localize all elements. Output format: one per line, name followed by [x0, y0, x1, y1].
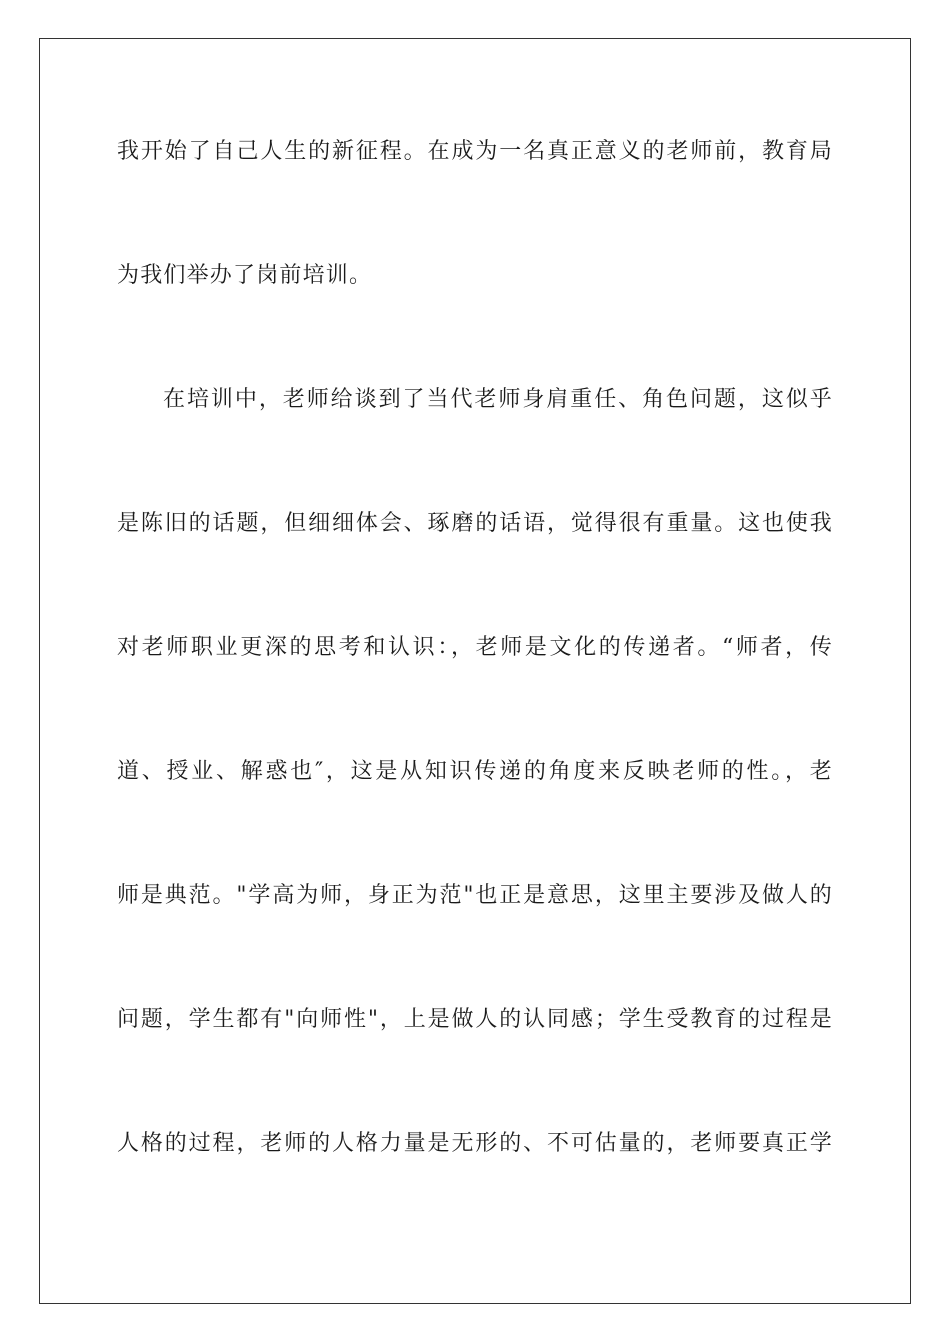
body-text-line: 师是典范。"学高为师，身正为范"也正是意思，这里主要涉及做人的: [117, 883, 833, 908]
paragraph-first-line: 在培训中，老师给谈到了当代老师身肩重任、角色问题，这似乎: [163, 387, 833, 412]
body-text-line: 人格的过程，老师的人格力量是无形的、不可估量的，老师要真正学: [117, 1131, 833, 1156]
body-text-line: 对老师职业更深的思考和认识：，老师是文化的传递者。“师者，传: [117, 635, 833, 660]
body-text-line: 问题，学生都有"向师性"，上是做人的认同感；学生受教育的过程是: [117, 1007, 833, 1032]
body-text-line: 我开始了自己人生的新征程。在成为一名真正意义的老师前，教育局: [117, 139, 833, 164]
page-border: [39, 38, 911, 1304]
body-text-line: 为我们举办了岗前培训。: [117, 263, 373, 288]
body-text-line: 道、授业、解惑也″，这是从知识传递的角度来反映老师的性。，老: [117, 759, 833, 784]
body-text-line: 是陈旧的话题，但细细体会、琢磨的话语，觉得很有重量。这也使我: [117, 511, 833, 536]
